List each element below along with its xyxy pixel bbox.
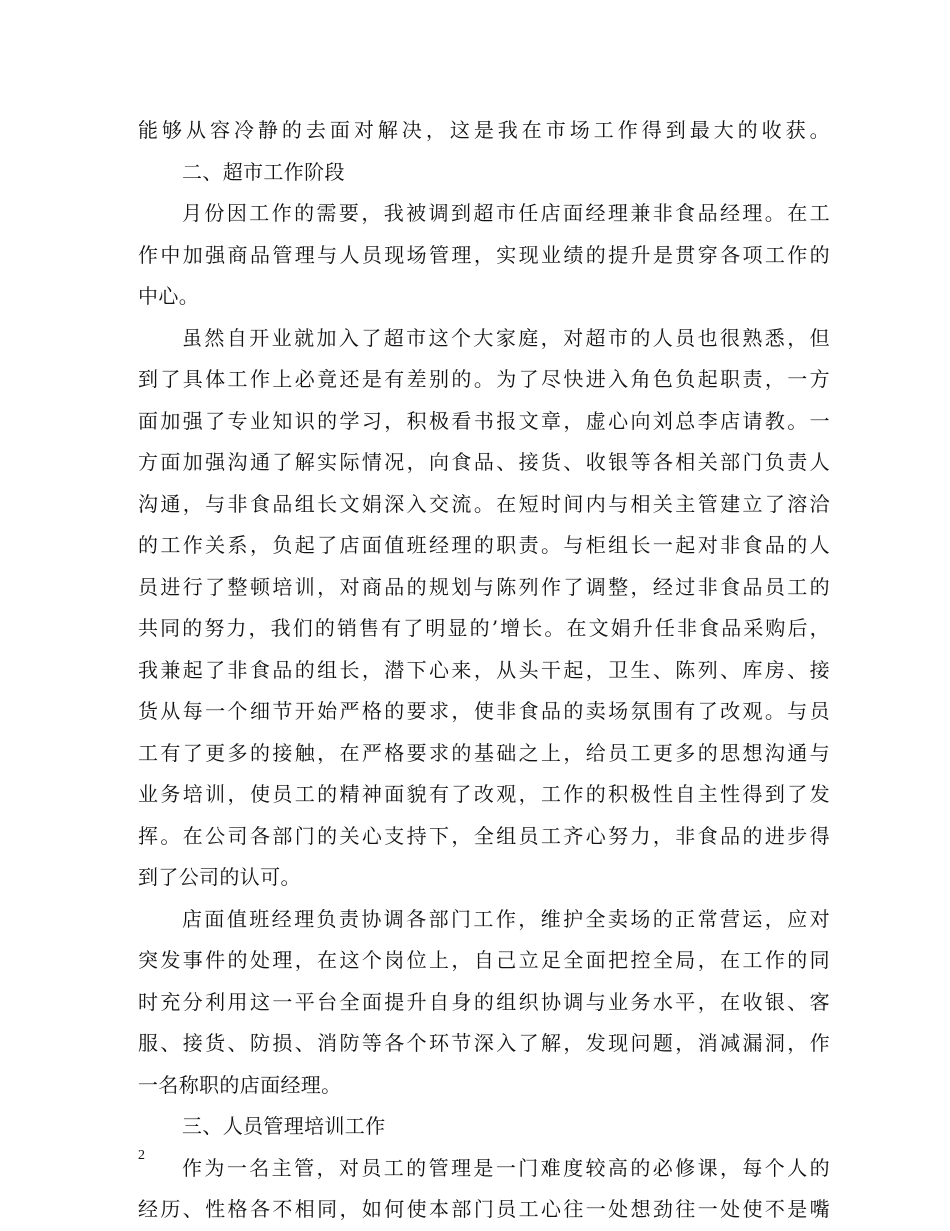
text-line: 作中加强商品管理与人员现场管理，实现业绩的提升是贯穿各项工作的 (138, 242, 830, 267)
text-line: 挥。在公司各部门的关心支持下，全组员工齐心努力，非食品的进步得 (138, 823, 830, 848)
section-heading: 二、超市工作阶段 (182, 159, 345, 184)
text-line: 一名称职的店面经理。 (138, 1072, 342, 1097)
text-line: 的工作关系，负起了店面值班经理的职责。与柜组长一起对非食品的人 (138, 533, 830, 557)
text-line: 方面加强沟通了解实际情况，向食品、接货、收银等各相关部门负责人 (138, 450, 830, 474)
text-line: 服、接货、防损、消防等各个环节深入了解，发现问题，消减漏洞，作 (138, 1031, 830, 1055)
text-line: 员进行了整顿培训，对商品的规划与陈列作了调整，经过非食品员工的 (138, 574, 830, 599)
text-line: 我兼起了非食品的组长，潜下心来，从头干起，卫生、陈列、库房、接 (138, 657, 830, 682)
text-line: 业务培训，使员工的精神面貌有了改观，工作的积极性自主性得到了发 (138, 782, 830, 806)
text-line: 货从每一个细节开始严格的要求，使非食品的卖场氛围有了改观。与员 (138, 699, 830, 723)
text-line: 虽然自开业就加入了超市这个大家庭，对超市的人员也很熟悉，但 (182, 325, 830, 350)
text-line: 中心。 (138, 284, 200, 308)
text-line: 时充分利用这一平台全面提升自身的组织协调与业务水平，在收银、客 (138, 989, 830, 1014)
document-body (138, 110, 830, 1231)
text-line: 突发事件的处理，在这个岗位上，自己立足全面把控全局，在工作的同 (138, 948, 830, 972)
text-line: 店面值班经理负责协调各部门工作，维护全卖场的正常营运，应对 (182, 906, 830, 931)
text-line: 经历、性格各不相同，如何使本部门员工心往一处想劲往一处使不是嘴 (138, 1197, 830, 1221)
text-line: 面加强了专业知识的学习，积极看书报文章，虚心向刘总李店请教。一 (138, 408, 830, 433)
page-number: 2 (138, 1148, 145, 1163)
text-line: 到了具体工作上必竟还是有差别的。为了尽快进入角色负起职责，一方 (138, 367, 830, 391)
text-line: 能够从容冷静的去面对解决，这是我在市场工作得到最大的收获。 (138, 118, 830, 142)
text-line: 作为一名主管，对员工的管理是一门难度较高的必修课，每个人的 (182, 1155, 830, 1180)
section-heading: 三、人员管理培训工作 (182, 1114, 386, 1138)
text-line: 到了公司的认可。 (138, 865, 301, 889)
text-line: 月份因工作的需要，我被调到超市任店面经理兼非食品经理。在工 (182, 201, 830, 225)
text-line: 沟通，与非食品组长文娟深入交流。在短时间内与相关主管建立了溶洽 (138, 491, 830, 516)
text-line: 共同的努力，我们的销售有了明显的’增长。在文娟升任非食品采购后， (138, 616, 830, 640)
text-line: 工有了更多的接触，在严格要求的基础之上，给员工更多的思想沟通与 (138, 740, 830, 765)
